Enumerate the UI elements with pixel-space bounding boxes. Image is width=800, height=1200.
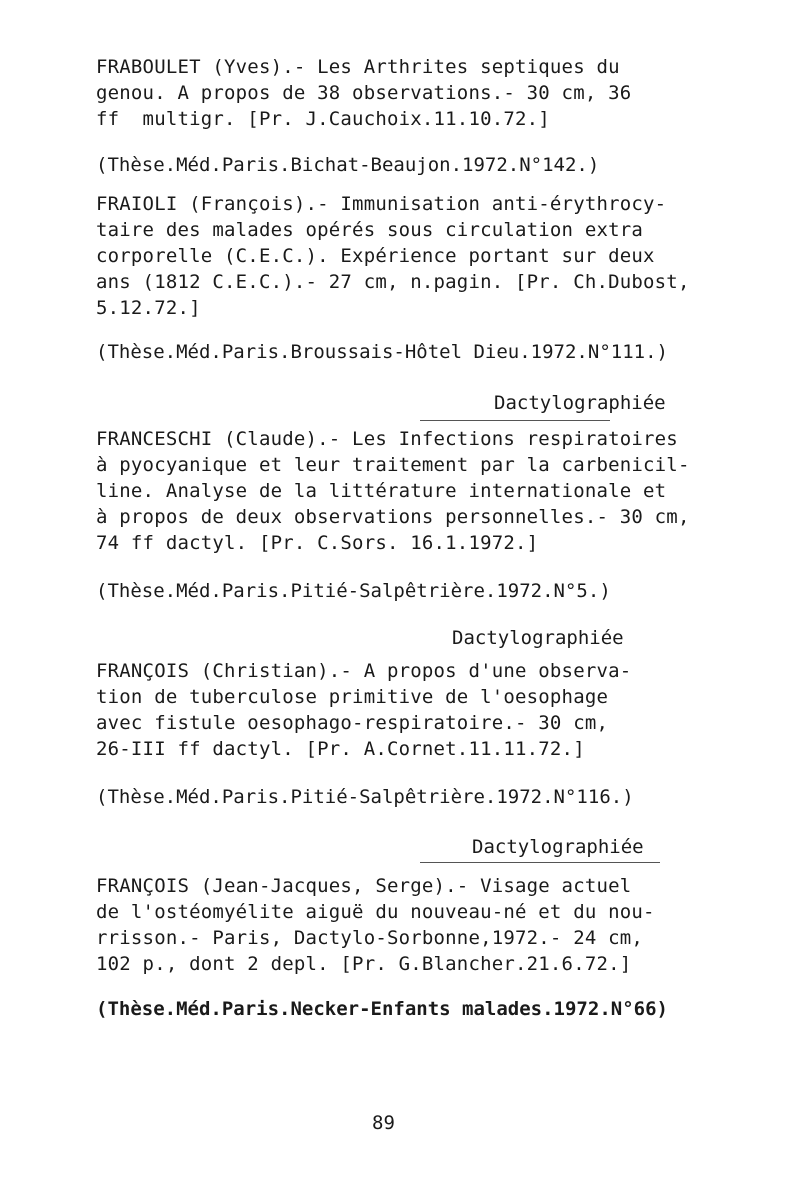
entry-francois-christian [96, 658, 716, 762]
page-number: 89 [372, 1112, 395, 1134]
entry-line: 74 ff dactyl. [Pr. C.Sors. 16.1.1972.] [96, 532, 539, 554]
entry-franceschi [96, 426, 716, 556]
thesis-reference: (Thèse.Méd.Paris.Pitié-Salpêtrière.1972.N°116.) [96, 786, 634, 808]
entry-line: 5.12.72.] [96, 297, 201, 319]
thesis-reference: (Thèse.Méd.Paris.Bichat-Beaujon.1972.N°142.) [96, 154, 600, 176]
entry-line: à propos de deux observations personnelles.- 30 cm, [96, 506, 690, 528]
entry-line: de l'ostéomyélite aiguë du nouveau-né et du nou- [96, 901, 655, 923]
entry-line: ff multigr. [Pr. J.Cauchoix.11.10.72.] [96, 108, 550, 130]
entry-line: rrisson.- Paris, Dactylo-Sorbonne,1972.- 24 cm, [96, 927, 644, 949]
typescript-note: Dactylographiée [472, 836, 644, 858]
entry-fraioli [96, 191, 716, 321]
entry-line: line. Analyse de la littérature internationale et [96, 480, 667, 502]
entry-line: à pyocyanique et leur traitement par la carbenicil- [96, 454, 690, 476]
separator-line [420, 862, 660, 863]
typescript-note: Dactylographiée [452, 627, 624, 649]
entry-line: 102 p., dont 2 depl. [Pr. G.Blancher.21.6.72.] [96, 953, 632, 975]
entry-line: FRAIOLI (François).- Immunisation anti-érythrocy- [96, 193, 667, 215]
separator-line [420, 420, 610, 421]
typescript-note: Dactylographiée [494, 392, 666, 414]
entry-line: corporelle (C.E.C.). Expérience portant sur deux [96, 245, 655, 267]
entry-line: taire des malades opérés sous circulation extra [96, 219, 644, 241]
entry-line: ans (1812 C.E.C.).- 27 cm, n.pagin. [Pr. Ch.Dubost, [96, 271, 690, 293]
thesis-reference: (Thèse.Méd.Paris.Necker-Enfants malades.1972.N°66) [96, 998, 668, 1020]
entry-line: genou. A propos de 38 observations.- 30 cm, 36 [96, 82, 632, 104]
thesis-reference: (Thèse.Méd.Paris.Broussais-Hôtel Dieu.1972.N°111.) [96, 341, 668, 363]
entry-francois-jean-jacques [96, 873, 716, 977]
entry-line: FRABOULET (Yves).- Les Arthrites septiques du [96, 56, 620, 78]
entry-line: FRANCESCHI (Claude).- Les Infections respiratoires [96, 428, 678, 450]
entry-line: avec fistule oesophago-respiratoire.- 30 cm, [96, 712, 609, 734]
entry-line: 26-III ff dactyl. [Pr. A.Cornet.11.11.72.] [96, 738, 585, 760]
thesis-reference: (Thèse.Méd.Paris.Pitié-Salpêtrière.1972.N°5.) [96, 580, 611, 602]
entry-fraboulet [96, 54, 716, 132]
entry-line: FRANÇOIS (Christian).- A propos d'une observa- [96, 660, 632, 682]
entry-line: tion de tuberculose primitive de l'oesophage [96, 686, 609, 708]
entry-line: FRANÇOIS (Jean-Jacques, Serge).- Visage actuel [96, 875, 632, 897]
